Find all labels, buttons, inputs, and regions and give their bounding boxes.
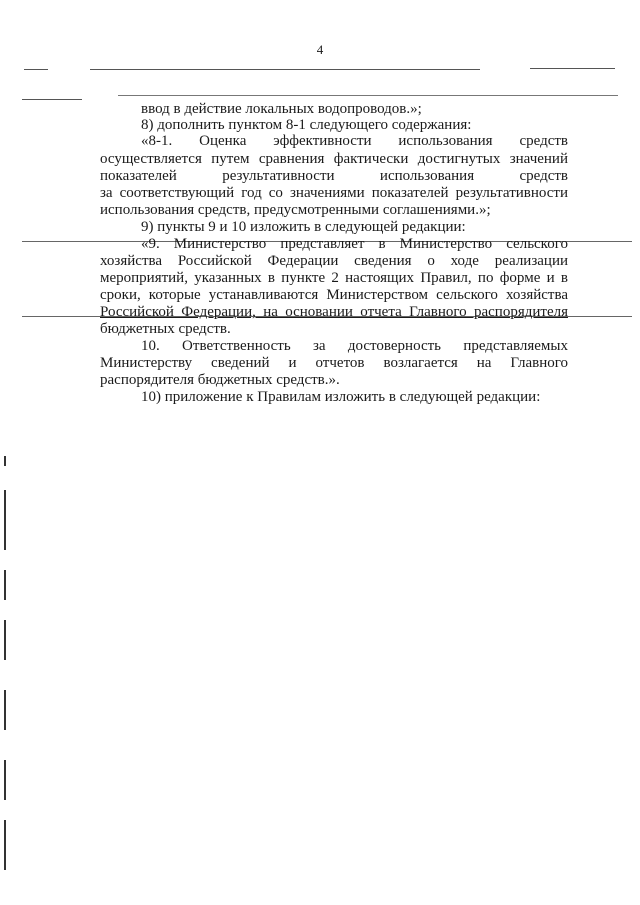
text-line-12: сроки, которые устанавливаются Министерством сельского хозяйства (100, 287, 568, 303)
text-line-10: хозяйства Российской Федерации сведения о ходе реализации (100, 253, 568, 269)
scan-mark (4, 456, 6, 466)
text-line-3: «8-1. Оценка эффективности использования средств (141, 133, 568, 149)
text-line-4: осуществляется путем сравнения фактически достигнутых значений (100, 151, 568, 167)
text-line-9: «9. Министерство представляет в Министерство сельского (141, 236, 568, 252)
text-line-15: 10. Ответственность за достоверность представляемых (141, 338, 568, 354)
text-line-16: Министерству сведений и отчетов возлагается на Главного (100, 355, 568, 371)
scan-mark (4, 690, 6, 730)
text-line-5: показателей результативности использования средств (100, 168, 568, 184)
scan-mark (4, 760, 6, 800)
scan-line (22, 99, 82, 100)
text-line-13: Российской Федерации, на основании отчета Главного распорядителя (100, 304, 568, 320)
scan-mark (4, 490, 6, 550)
page-number: 4 (316, 42, 324, 57)
text-line-7: использования средств, предусмотренными соглашениями.»; (100, 202, 491, 218)
scan-line (90, 69, 480, 70)
text-line-17: распорядителя бюджетных средств.». (100, 372, 340, 388)
scan-mark (4, 570, 6, 600)
scan-line (530, 68, 615, 69)
text-line-14: бюджетных средств. (100, 321, 231, 337)
text-line-18: 10) приложение к Правилам изложить в следующей редакции: (141, 389, 541, 405)
text-line-2: 8) дополнить пунктом 8-1 следующего содержания: (141, 117, 472, 133)
scan-mark (4, 620, 6, 660)
text-line-6: за соответствующий год со значениями показателей результативности (100, 185, 568, 201)
scan-line (118, 95, 618, 96)
text-line-1: ввод в действие локальных водопроводов.»; (141, 101, 422, 117)
text-line-11: мероприятий, указанных в пункте 2 настоящих Правил, по форме и в (100, 270, 568, 286)
scan-line (24, 69, 48, 70)
text-line-8: 9) пункты 9 и 10 изложить в следующей редакции: (141, 219, 466, 235)
scan-mark (4, 820, 6, 870)
